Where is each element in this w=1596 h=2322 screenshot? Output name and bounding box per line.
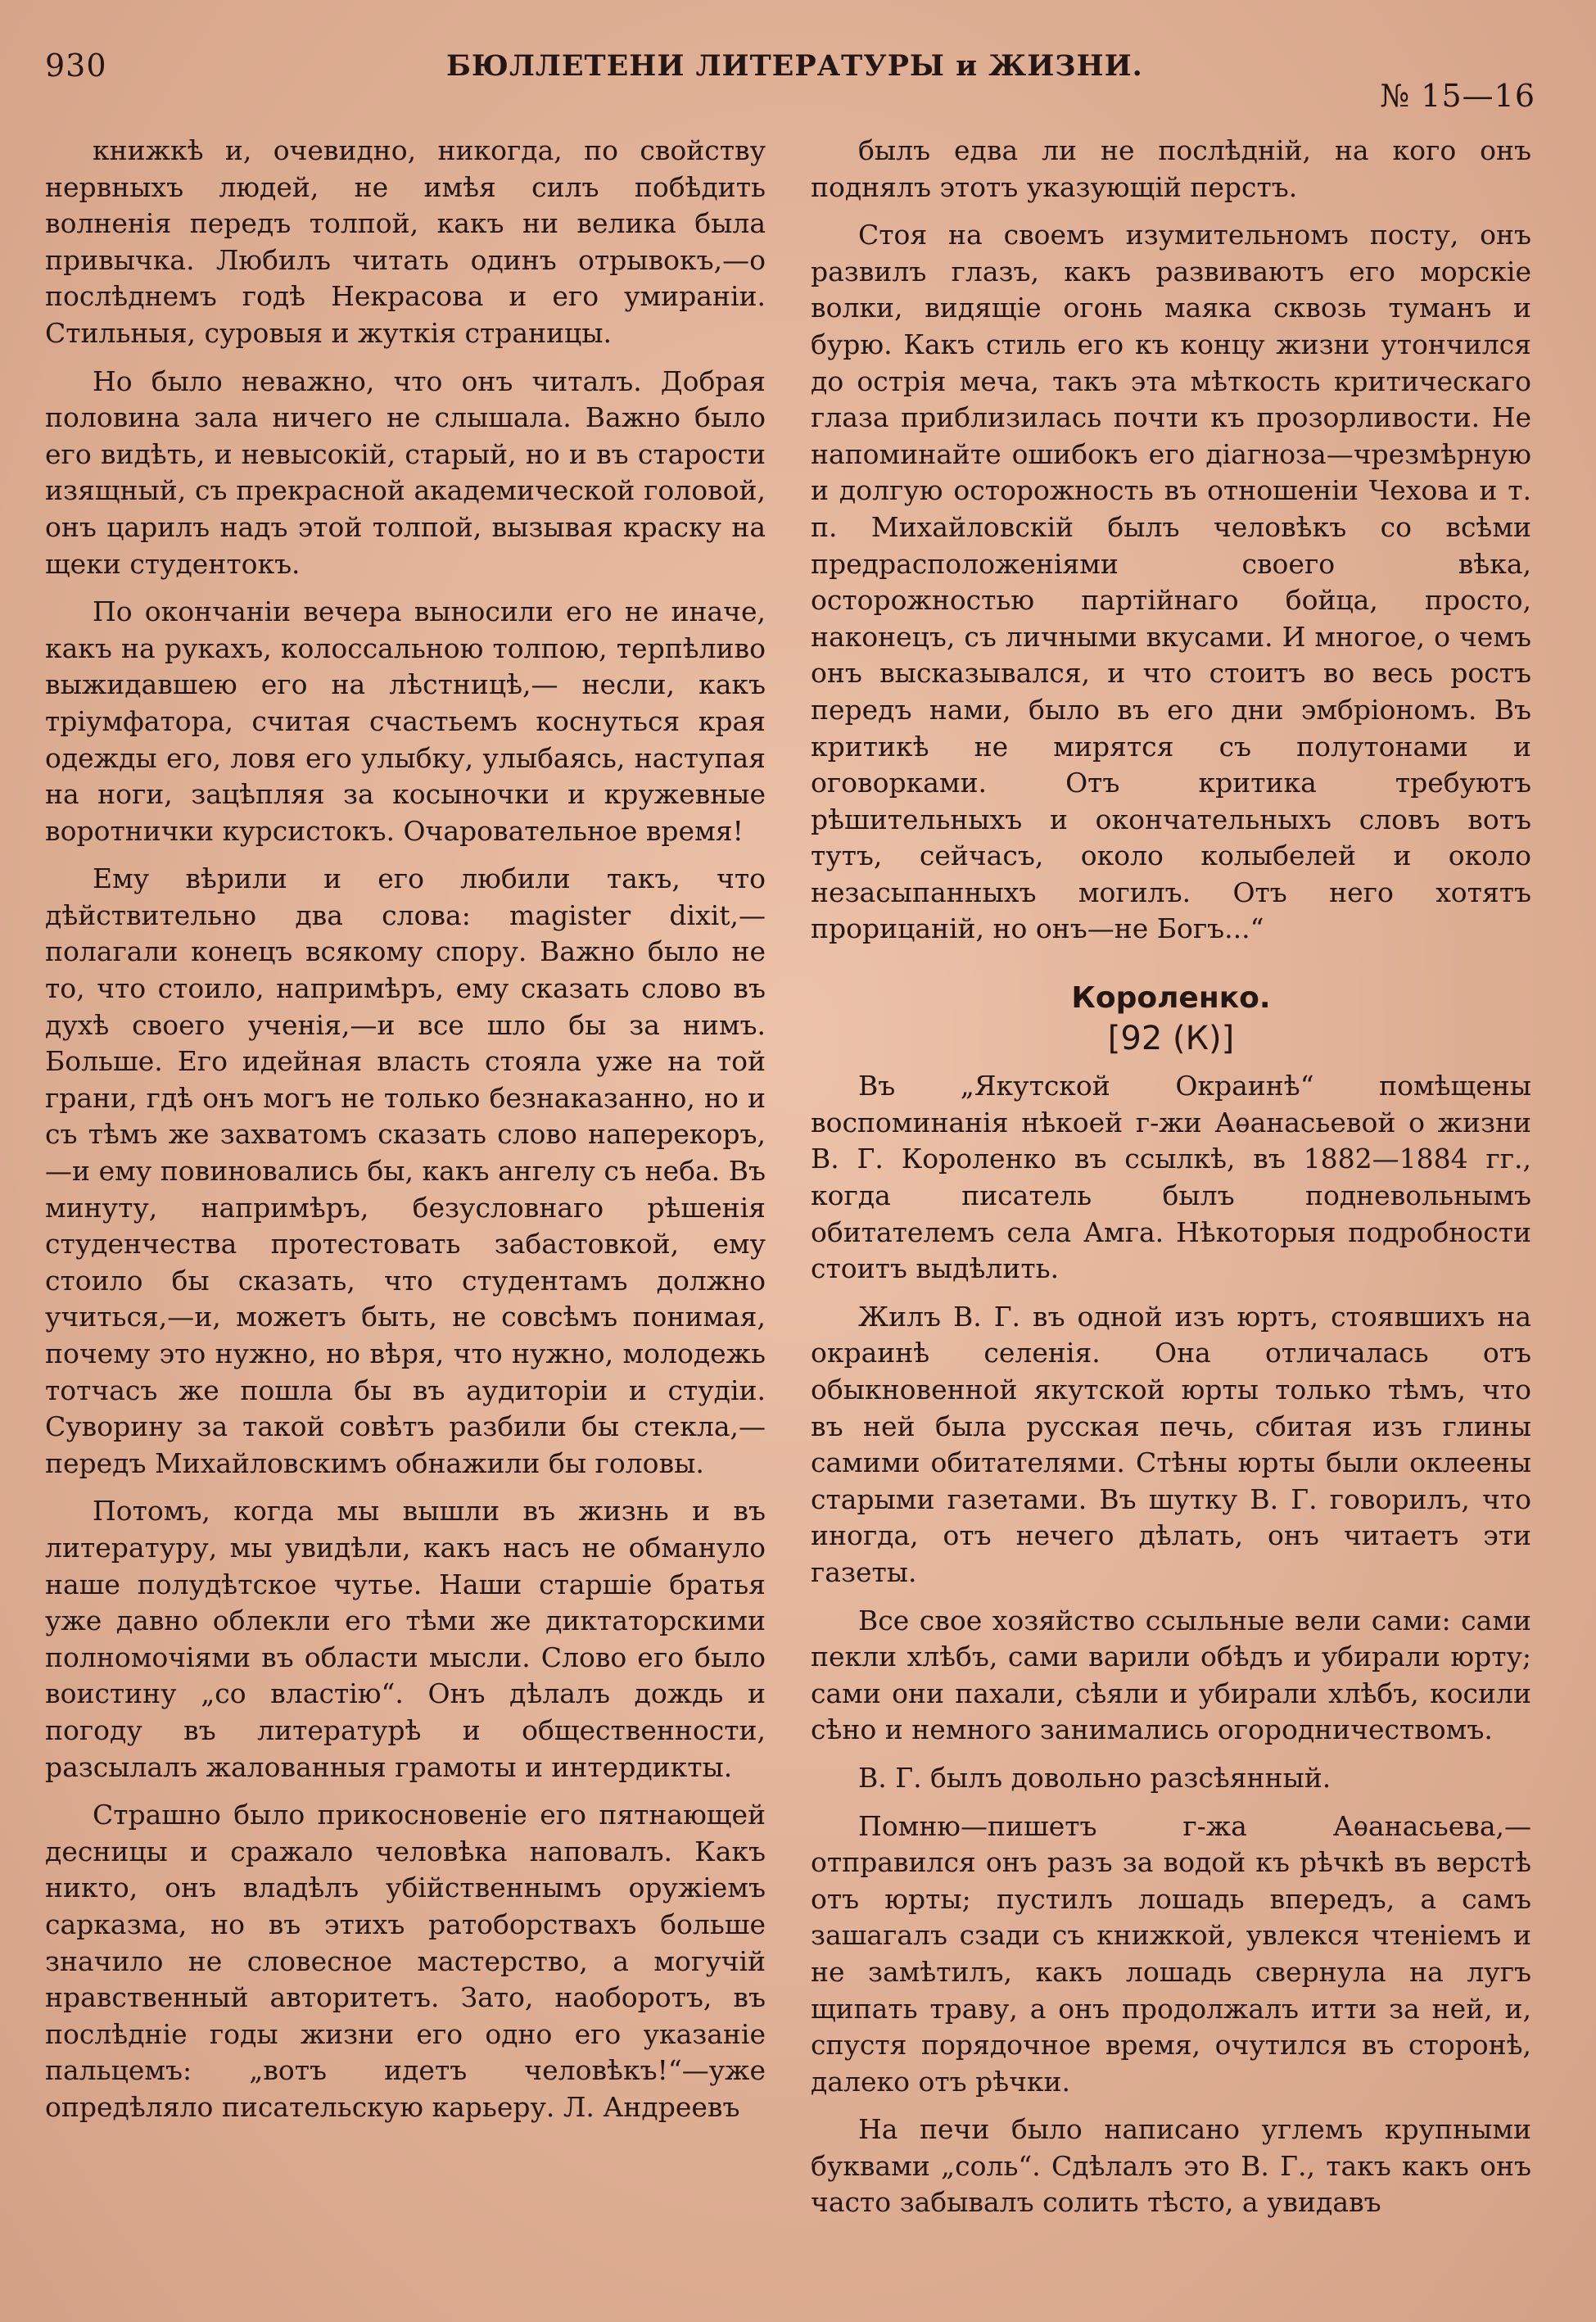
paragraph: Стоя на своемъ изумительномъ посту, онъ развилъ глазъ, какъ развиваютъ его морскіе волки, видящіе огонь маяка сквозь туманъ и бурю. Какъ стиль его къ концу жизни утончился до острія меча, такъ эта мѣткость критическаго глаза приблизилась почти къ прозорливости. Не напоминайте ошибокъ его діагноза—чрезмѣрную и долгую осторожность въ отношеніи Чехова и т. п. Михайловскій былъ человѣкъ со всѣми предрасположеніями своего вѣка, осторожностью партійнаго бойца, просто, наконецъ, съ личными вкусами. И многое, о чемъ онъ высказывался, и что стоитъ во весь ростъ передъ нами, было въ его дни эмбріономъ. Въ критикѣ не мирятся съ полутонами и оговорками. Отъ критика требуютъ рѣшительныхъ и окончательныхъ словъ вотъ тутъ, сейчасъ, около колыбелей и около незасыпанныхъ могилъ. Отъ него хотятъ прорицаній, но онъ—не Богъ...“ [811,219,1531,945]
left-column [45,133,766,2137]
section-code: [92 (К)] [1107,1019,1235,1057]
issue-number: № 15—16 [1380,78,1535,114]
paragraph: Потомъ, когда мы вышли въ жизнь и въ литературу, мы увидѣли, какъ насъ не обмануло наше полудѣтское чутье. Наши старшіе братья уже давно облекли его тѣми же диктаторскими полномочіями въ области мысли. Слово его было воистину „со властію“. Онъ дѣлалъ дождь и погоду въ литературѣ и общественности, разсылалъ жалованныя грамоты и интердикты. [45,1495,766,1783]
paragraph: Страшно было прикосновеніе его пятнающей десницы и сражало человѣка наповалъ. Какъ никто, онъ владѣлъ убійственнымъ оружіемъ сарказма, но въ этихъ ратоборствахъ больше значило не словесное мастерство, а могучій нравственный авторитетъ. Зато, наоборотъ, въ послѣдніе годы жизни его одно его указаніе пальцемъ: „вотъ идетъ человѣкъ!“—уже опредѣляло писательскую карьеру. Л. Андреевъ [45,1799,766,2123]
paragraph: В. Г. былъ довольно разсѣянный. [858,1761,1332,1794]
paragraph: былъ едва ли не послѣдній, на кого онъ поднялъ этотъ указующій перстъ. [811,134,1531,203]
page-header [45,41,1535,114]
running-title: БЮЛЛЕТЕНИ ЛИТЕРАТУРЫ и ЖИЗНИ. [446,49,1143,83]
paragraph: Но было неважно, что онъ читалъ. Добрая половина зала ничего не слышала. Важно было его видѣть, и невысокій, старый, но и въ старости изящный, съ прекрасной академической головой, онъ царилъ надъ этой толпой, вызывая краску на щеки студентокъ. [45,364,766,580]
paragraph: Все свое хозяйство ссыльные вели сами: сами пекли хлѣбъ, сами варили обѣдъ и убирали юрту; сами они пахали, сѣяли и убирали хлѣбъ, косили сѣно и немного занимались огородничествомъ. [811,1604,1531,1746]
right-column [811,133,1531,2233]
paragraph: Помню—пишетъ г-жа Аѳанасьева,—отправился онъ разъ за водой къ рѣчкѣ въ верстѣ отъ юрты; пустилъ лошадь впередъ, а самъ зашагалъ сзади съ книжкой, увлекся чтеніемъ и не замѣтилъ, какъ лошадь свернула на лугъ щипать траву, а онъ продолжалъ итти за ней, и, спустя порядочное время, очутился въ сторонѣ, далеко отъ рѣчки. [811,1809,1531,2098]
section-title: Короленко. [1071,981,1271,1016]
paragraph: На печи было написано углемъ крупными буквами „соль“. Сдѣлалъ это В. Г., такъ какъ онъ часто забывалъ солить тѣсто, а увидавъ [811,2113,1531,2219]
paragraph: Жилъ В. Г. въ одной изъ юртъ, стоявшихъ на окраинѣ селенія. Она отличалась отъ обыкновенной якутской юрты только тѣмъ, что въ ней была русская печь, сбитая изъ глины самими обитателями. Стѣны юрты были оклеены старыми газетами. Въ шутку В. Г. говорилъ, что иногда, отъ нечего дѣлать, онъ читаетъ эти газеты. [811,1300,1531,1588]
paragraph: Въ „Якутской Окраинѣ“ помѣщены воспоминанія нѣкоей г-жи Аѳанасьевой о жизни В. Г. Короленко въ ссылкѣ, въ 1882—1884 гг., когда писатель былъ подневольнымъ обитателемъ села Амга. Нѣкоторыя подробности стоитъ выдѣлить. [811,1070,1531,1285]
page-number: 930 [45,48,107,84]
paragraph: книжкѣ и, очевидно, никогда, по свойству нервныхъ людей, не имѣя силъ побѣдить волненія передъ толпой, какъ ни велика была привычка. Любилъ читать одинъ отрывокъ,—о послѣднемъ годѣ Некрасова и его умираніи. Стильныя, суровыя и жуткія страницы. [45,134,766,349]
paragraph: По окончаніи вечера выносили его не иначе, какъ на рукахъ, колоссальною толпою, терпѣливо выжидавшею его на лѣстницѣ,— несли, какъ тріумфатора, считая счастьемъ коснуться края одежды его, ловя его улыбку, улыбаясь, наступая на ноги, зацѣпляя за косыночки и кружевные воротнички курсистокъ. Очаровательное время! [45,595,766,847]
paragraph: Ему вѣрили и его любили такъ, что дѣйствительно два слова: magister dixit,—полагали конецъ всякому спору. Важно было не то, что стоило, напримѣръ, ему сказать слово въ духѣ своего ученія,—и все шло бы за нимъ. Больше. Его идейная власть стояла уже на той грани, гдѣ онъ могъ не только безнаказанно, но и съ тѣмъ же захватомъ сказать слово наперекоръ,—и ему повиновались бы, какъ ангелу съ неба. Въ минуту, напримѣръ, безусловнаго рѣшенія студенчества протестовать забастовкой, ему стоило бы сказать, что студентамъ должно учиться,—и, можетъ быть, не совсѣмъ понимая, почему это нужно, но вѣря, что нужно, молодежь тотчасъ же пошла бы въ аудиторіи и студіи. Суворину за такой совѣтъ разбили бы стекла,—передъ Михайловскимъ обнажили бы головы. [45,862,766,1479]
